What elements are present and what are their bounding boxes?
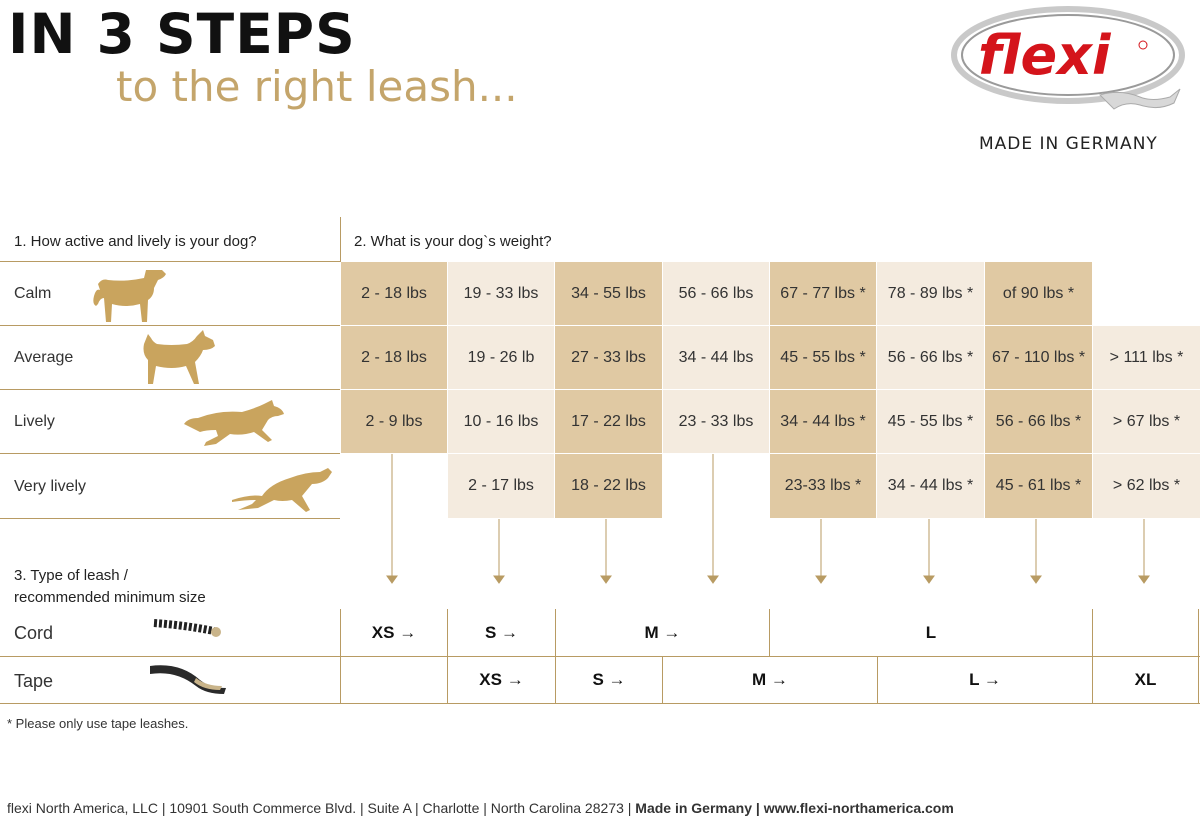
made-in-germany: MADE IN GERMANY	[979, 134, 1158, 154]
weight-cell: 67 - 77 lbs *	[770, 262, 876, 325]
weight-cell: 18 - 22 lbs	[555, 454, 662, 518]
weight-cell: 10 - 16 lbs	[448, 390, 554, 453]
weight-cell: 23-33 lbs *	[770, 454, 876, 518]
activity-calm-label: Calm	[14, 285, 52, 302]
leash-tape-label: Tape	[14, 671, 54, 691]
step1-heading: 1. How active and lively is your dog?	[14, 233, 257, 250]
footnote: * Please only use tape leashes.	[7, 716, 189, 731]
divider	[1198, 609, 1199, 703]
weight-cell: > 62 lbs *	[1093, 454, 1200, 518]
weight-cell: > 111 lbs *	[1093, 326, 1200, 389]
cord-size-s: S →	[484, 623, 519, 642]
weight-cell: 34 - 55 lbs	[555, 262, 662, 325]
weight-cell: 78 - 89 lbs *	[877, 262, 984, 325]
weight-cell: 19 - 33 lbs	[448, 262, 554, 325]
weight-cell: 2 - 17 lbs	[448, 454, 554, 518]
step3-heading: 3. Type of leash /	[14, 567, 128, 584]
weight-cell: 67 - 110 lbs *	[985, 326, 1092, 389]
weight-cell: 45 - 55 lbs *	[877, 390, 984, 453]
step2-heading: 2. What is your dog`s weight?	[354, 233, 552, 250]
footer	[7, 800, 954, 816]
flexi-brand-text: flexi	[978, 24, 1111, 87]
weight-cell: 34 - 44 lbs *	[877, 454, 984, 518]
weight-cell: 17 - 22 lbs	[555, 390, 662, 453]
weight-cell: 27 - 33 lbs	[555, 326, 662, 389]
weight-cell: 56 - 66 lbs	[663, 262, 769, 325]
cord-leash-icon	[150, 617, 224, 641]
divider	[0, 703, 1200, 704]
footer-separator: |	[751, 800, 764, 816]
weight-cell: 56 - 66 lbs *	[985, 390, 1092, 453]
tape-leash-icon	[146, 660, 230, 696]
weight-cell: > 67 lbs *	[1093, 390, 1200, 453]
step3-subheading: recommended minimum size	[14, 589, 206, 606]
tape-size-s: S →	[592, 670, 626, 689]
tape-size-l: L →	[969, 670, 1001, 689]
cord-size-m: M →	[644, 623, 681, 642]
footer-made-in: Made in Germany	[635, 800, 752, 816]
weight-cell: 2 - 9 lbs	[341, 390, 447, 453]
footer-address: flexi North America, LLC | 10901 South Commerce Blvd. | Suite A | Charlotte | North Carolina 28273 |	[7, 800, 636, 816]
weight-cell: 23 - 33 lbs	[663, 390, 769, 453]
activity-lively-label: Lively	[14, 413, 55, 430]
weight-cell: 34 - 44 lbs	[663, 326, 769, 389]
weight-cell: 34 - 44 lbs *	[770, 390, 876, 453]
activity-very-lively-label: Very lively	[14, 478, 87, 495]
tape-size-m: M →	[752, 670, 788, 689]
footer-website-link[interactable]: www.flexi-northamerica.com	[763, 800, 954, 816]
cord-size-l: L	[925, 623, 937, 642]
weight-cell: 56 - 66 lbs *	[877, 326, 984, 389]
weight-cell: 45 - 61 lbs *	[985, 454, 1092, 518]
weight-cell: 19 - 26 lb	[448, 326, 554, 389]
page-title: IN 3 STEPS	[8, 2, 356, 66]
weight-cell: of 90 lbs *	[985, 262, 1092, 325]
cord-size-xs: XS →	[371, 623, 417, 642]
tape-size-xs: XS →	[479, 670, 524, 689]
activity-average-label: Average	[14, 349, 74, 366]
page-subtitle: to the right leash...	[116, 62, 518, 111]
weight-cell: 45 - 55 lbs *	[770, 326, 876, 389]
weight-cell: 2 - 18 lbs	[341, 262, 447, 325]
tape-size-xl: XL	[1134, 670, 1157, 689]
weight-cell: 2 - 18 lbs	[341, 326, 447, 389]
leash-cord-label: Cord	[14, 623, 54, 643]
